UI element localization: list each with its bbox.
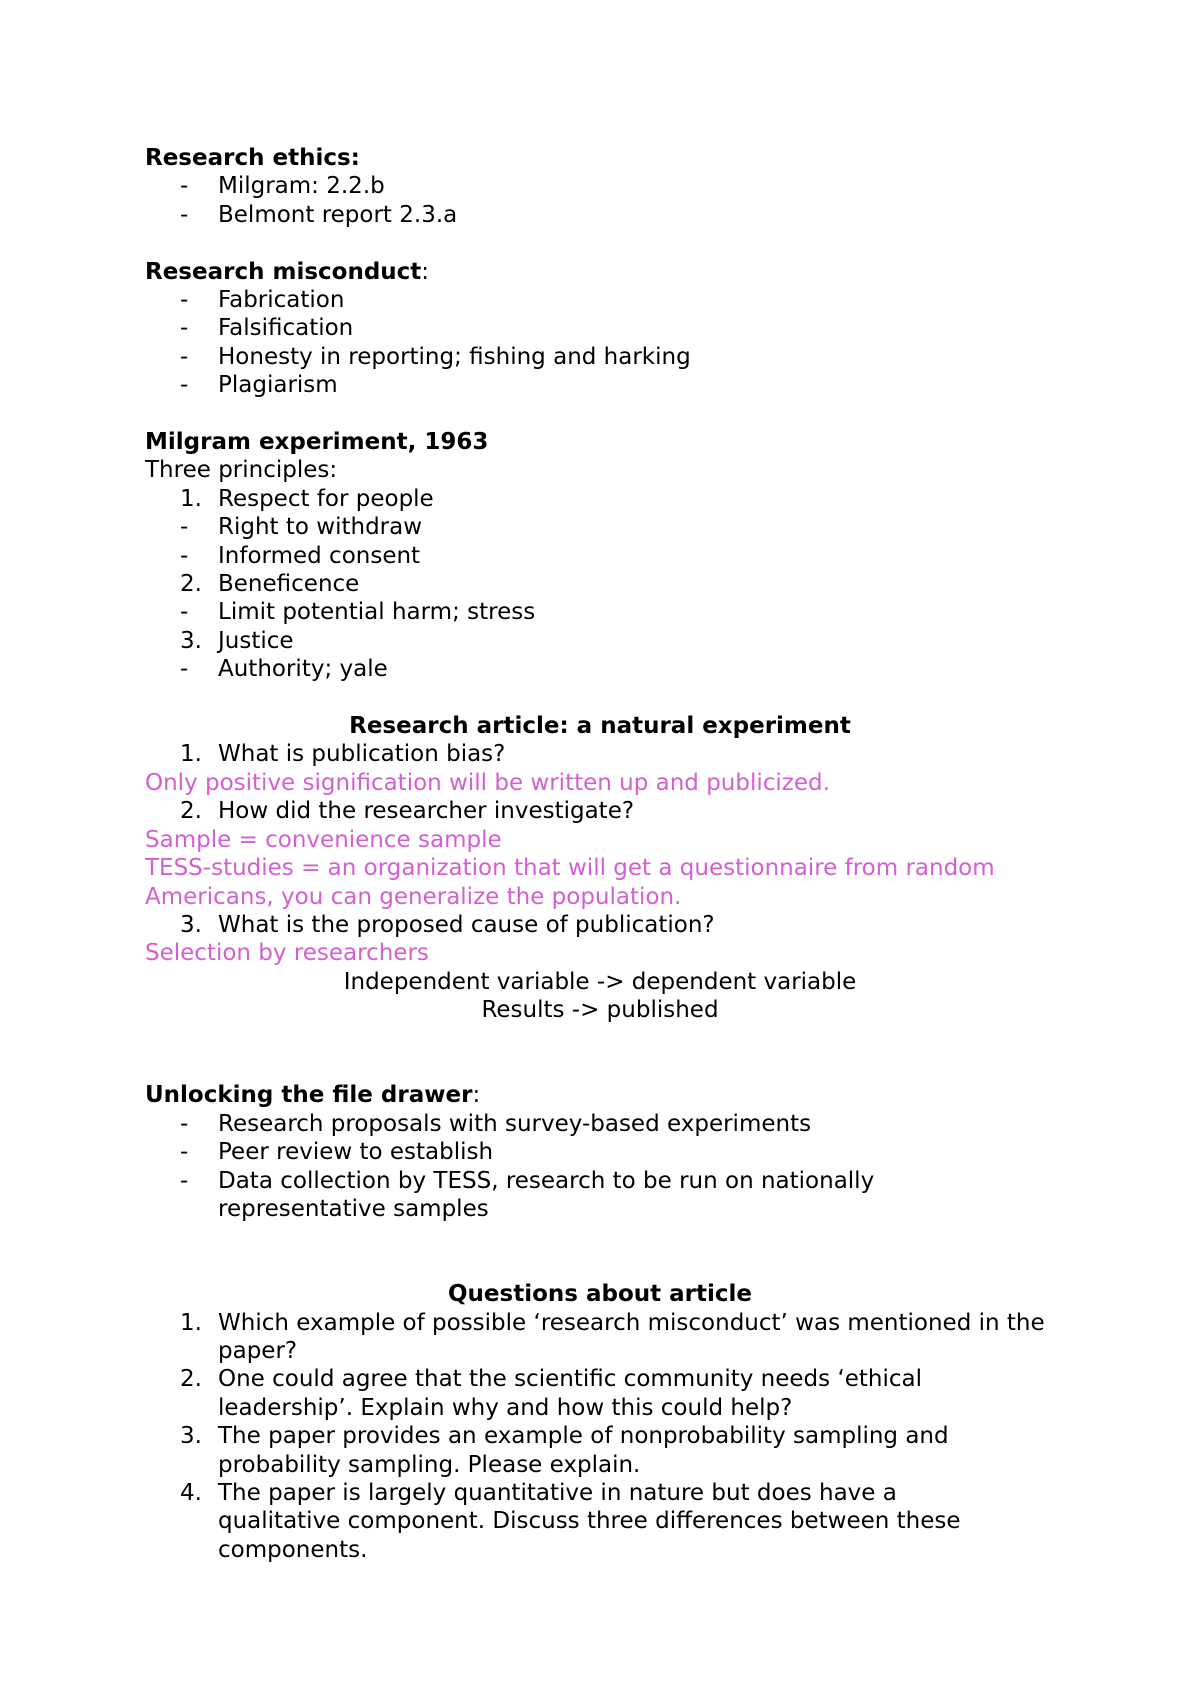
list-item [145,598,1055,626]
answer-text: Selection by researchers [145,940,429,967]
list-item [145,1110,1055,1138]
list-item-text: Milgram: 2.2.b [218,173,385,200]
list-marker: - [180,372,189,399]
centered-note: Results -> published [481,997,719,1024]
list-number: 3. [180,1423,202,1450]
list-item [145,655,1055,683]
list-item-text: Limit potential harm; stress [218,599,536,626]
numbered-item [145,1422,1055,1479]
section-heading-research-ethics: Research ethics: [145,145,360,171]
list-item-text: Authority; yale [218,656,388,683]
numbered-item [145,570,1055,598]
list-item-text: Research proposals with survey-based experiments [218,1110,812,1137]
list-item-text: Plagiarism [218,372,338,399]
heading-text: Unlocking the file drawer [145,1082,473,1109]
list-item-text: Falsification [218,315,354,342]
list-item [145,343,1055,371]
section-heading-questions: Questions about article [448,1281,752,1308]
section-heading-research-article: Research article: a natural experiment [349,713,851,740]
answer-text: Americans, you can generalize the population. [145,883,682,910]
answer-text: TESS-studies = an organization that will get a questionnaire from random [145,855,995,882]
list-item-text: Fabrication [218,287,345,314]
list-marker: - [180,315,189,342]
numbered-item [145,485,1055,513]
list-number: 4. [180,1480,202,1507]
list-item [145,513,1055,541]
list-number: 1. [180,1309,202,1336]
question-text: The paper provides an example of nonprobability sampling and probability sampling. Please explain. [218,1423,949,1478]
heading-colon: : [472,1082,481,1109]
list-item-text: Data collection by TESS, research to be run on nationally representative samples [218,1167,875,1222]
question-text: What is publication bias? [218,741,506,768]
list-marker: - [180,656,189,683]
answer-text: Only positive signification will be written up and publicized. [145,769,830,796]
list-item [145,1167,1055,1224]
document-body [145,144,1055,1564]
list-number: 1. [180,741,202,768]
list-marker: - [180,1167,189,1194]
milgram-intro: Three principles: [145,457,338,484]
list-item-text: Right to withdraw [218,514,423,541]
numbered-item [145,1309,1055,1366]
numbered-item [145,1365,1055,1422]
centered-note: Independent variable -> dependent variable [343,968,857,995]
list-item-text: Respect for people [218,485,434,512]
section-heading-research-misconduct [145,258,1055,286]
question-text: What is the proposed cause of publication? [218,911,715,938]
list-marker: - [180,201,189,228]
list-marker: - [180,173,189,200]
list-item [145,371,1055,399]
list-marker: - [180,287,189,314]
list-item-text: Beneficence [218,571,360,598]
list-item-text: Belmont report 2.3.a [218,201,458,228]
section-heading-file-drawer [145,1081,1055,1109]
list-item [145,172,1055,200]
list-item-text: Justice [218,627,294,654]
list-marker: - [180,1110,189,1137]
list-marker: - [180,1139,189,1166]
list-item [145,201,1055,229]
question-text: How did the researcher investigate? [218,798,635,825]
numbered-item [145,911,1055,939]
list-marker: - [180,599,189,626]
list-item-text: Peer review to establish [218,1139,494,1166]
list-item-text: Honesty in reporting; fishing and harking [218,343,691,370]
list-number: 2. [180,1366,202,1393]
list-item-text: Informed consent [218,542,421,569]
list-marker: - [180,514,189,541]
numbered-item [145,740,1055,768]
list-number: 1. [180,485,202,512]
numbered-item [145,1479,1055,1564]
list-number: 2. [180,571,202,598]
section-heading-milgram: Milgram experiment, 1963 [145,429,489,456]
list-number: 3. [180,911,202,938]
list-number: 2. [180,798,202,825]
list-item [145,286,1055,314]
heading-text: Research misconduct [145,258,422,285]
list-item [145,314,1055,342]
list-number: 3. [180,627,202,654]
list-item [145,542,1055,570]
numbered-item [145,797,1055,825]
list-item [145,1138,1055,1166]
heading-colon: : [421,258,430,285]
question-text: The paper is largely quantitative in nature but does have a qualitative component. Discuss three differences between these components. [218,1480,961,1563]
list-marker: - [180,343,189,370]
answer-text: Sample = convenience sample [145,826,502,853]
question-text: Which example of possible ‘research misconduct’ was mentioned in the paper? [218,1309,1045,1364]
list-marker: - [180,542,189,569]
numbered-item [145,627,1055,655]
question-text: One could agree that the scientific community needs ‘ethical leadership’. Explain why and how this could help? [218,1366,923,1421]
